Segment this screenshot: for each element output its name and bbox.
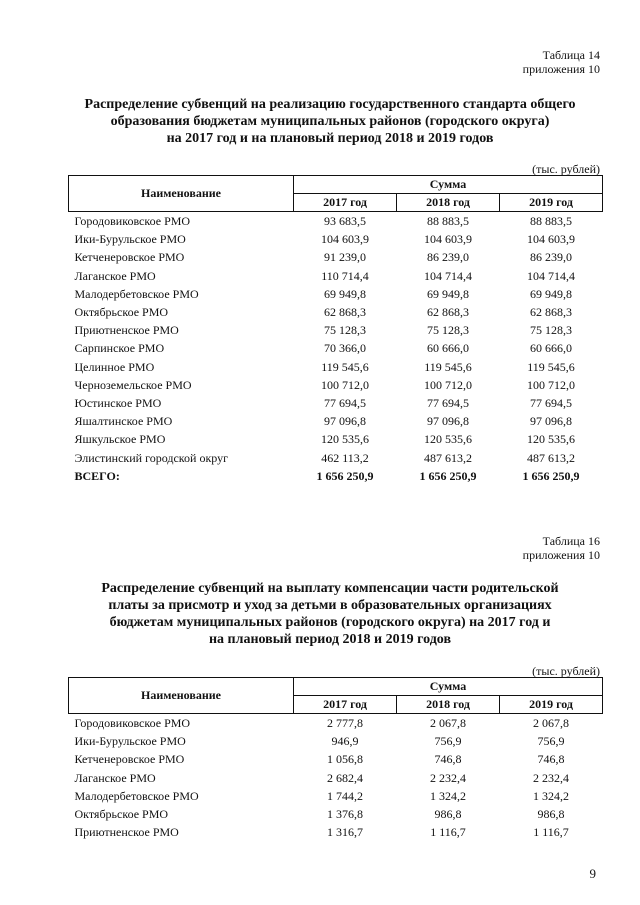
row-value-2017: 97 096,8 [324, 414, 366, 429]
table-row [69, 376, 603, 394]
column-header-year: 2017 год [294, 696, 397, 714]
row-value-2018: 119 545,6 [424, 359, 472, 374]
row-value-2018: 746,8 [434, 752, 462, 767]
row-value-2019: 746,8 [537, 752, 565, 767]
row-value-2018: 1 324,2 [430, 788, 466, 803]
table-row [69, 823, 603, 841]
table-row [69, 448, 603, 466]
column-header-year: 2019 год [500, 696, 603, 714]
row-value-2019: 120 535,6 [527, 432, 576, 447]
column-header-year: 2018 год [397, 194, 500, 212]
column-header-name: Наименование [69, 176, 294, 212]
row-name: Малодербетовское РМО [74, 788, 199, 803]
table-row [69, 321, 603, 339]
row-value-2017: 91 239,0 [324, 250, 366, 265]
table-row [69, 267, 603, 285]
row-value-2019: 119 545,6 [527, 359, 575, 374]
row-value-2017: 2 777,8 [327, 716, 363, 731]
row-value-2019: 100 712,0 [527, 377, 576, 392]
table-row [69, 787, 603, 805]
row-name: Элистинский городской округ [74, 450, 229, 465]
row-value-2018: 1 116,7 [430, 825, 466, 840]
row-value-2019: 60 666,0 [530, 341, 573, 356]
row-value-2019: 986,8 [537, 807, 565, 822]
row-value-2018: 88 883,5 [427, 214, 469, 229]
table1-title [60, 96, 600, 147]
row-name: Октябрьское РМО [74, 305, 169, 320]
row-value-2017: 75 128,3 [324, 323, 366, 338]
row-value-2018: 62 868,3 [427, 305, 469, 320]
row-value-2019: 1 116,7 [533, 825, 569, 840]
row-value-2017: 946,9 [331, 734, 359, 749]
row-name: Целинное РМО [74, 359, 155, 374]
table2-title-line: платы за присмотр и уход за детьми в образовательных организациях [108, 598, 552, 613]
table1-title-line: образования бюджетам муниципальных районов (городского округа) [110, 114, 550, 129]
table1-caption [523, 48, 600, 76]
row-value-2019: 88 883,5 [530, 214, 573, 229]
row-value-2017: 110 714,4 [321, 268, 369, 283]
table2-caption [523, 534, 600, 562]
row-value-2019: 104 603,9 [527, 232, 576, 247]
column-header-name: Наименование [69, 678, 294, 714]
table-row [69, 394, 603, 412]
row-value-2017: 2 682,4 [327, 770, 363, 785]
row-name: Юстинское РМО [74, 395, 162, 410]
row-value-2017: 100 712,0 [321, 377, 369, 392]
total-value-2019: 1 656 250,9 [522, 468, 580, 483]
table-row [69, 285, 603, 303]
table-row [69, 714, 603, 733]
row-value-2019: 86 239,0 [530, 250, 573, 265]
row-value-2019: 104 714,4 [527, 268, 576, 283]
table2-title-line: Распределение субвенций на выплату компенсации части родительской [101, 581, 559, 596]
row-name: Кетченеровское РМО [74, 752, 185, 767]
row-name: Ики-Бурульское РМО [74, 734, 186, 749]
row-name: Приютненское РМО [74, 323, 179, 338]
row-value-2018: 60 666,0 [427, 341, 469, 356]
row-name: Лаганское РМО [74, 770, 156, 785]
total-label: ВСЕГО: [74, 468, 120, 483]
row-value-2019: 1 324,2 [533, 788, 570, 803]
table1-caption-number: Таблица 14 [542, 48, 600, 62]
row-value-2018: 104 603,9 [424, 232, 472, 247]
row-value-2019: 97 096,8 [530, 414, 573, 429]
table2-body [69, 714, 603, 842]
total-value-2018: 1 656 250,9 [419, 468, 477, 483]
table-row [69, 212, 603, 231]
row-name: Лаганское РМО [74, 268, 156, 283]
column-header-sum: Сумма [294, 176, 603, 194]
row-name: Городовиковское РМО [74, 214, 191, 229]
row-value-2018: 97 096,8 [427, 414, 469, 429]
row-value-2018: 75 128,3 [427, 323, 469, 338]
table-row [69, 230, 603, 248]
row-value-2017: 62 868,3 [324, 305, 366, 320]
row-value-2018: 100 712,0 [424, 377, 472, 392]
table-row [69, 732, 603, 750]
column-header-year: 2017 год [294, 194, 397, 212]
table-row [69, 750, 603, 768]
row-value-2018: 756,9 [434, 734, 462, 749]
row-value-2017: 69 949,8 [324, 286, 366, 301]
table2-title-line: бюджетам муниципальных районов (городского округа) на 2017 год и [109, 615, 551, 630]
row-name: Черноземельское РМО [74, 377, 192, 392]
row-value-2018: 77 694,5 [427, 395, 469, 410]
table-row [69, 339, 603, 357]
table2-caption-number: Таблица 16 [542, 534, 600, 548]
row-value-2017: 462 113,2 [321, 450, 369, 465]
table-row [69, 805, 603, 823]
table-row [69, 358, 603, 376]
table2-caption-appendix: приложения 10 [522, 548, 600, 562]
page-number: 9 [589, 866, 596, 881]
row-name: Городовиковское РМО [74, 716, 191, 731]
table1-title-line: на 2017 год и на плановый период 2018 и 2019 годов [166, 131, 494, 146]
row-value-2019: 487 613,2 [527, 450, 576, 465]
table2-title-line: на плановый период 2018 и 2019 годов [208, 632, 452, 647]
table2-title [60, 580, 600, 648]
table2 [68, 677, 603, 841]
row-name: Яшкульское РМО [74, 432, 166, 447]
row-name: Ики-Бурульское РМО [74, 232, 186, 247]
table2-units: (тыс. рублей) [532, 664, 600, 678]
row-name: Кетченеровское РМО [74, 250, 185, 265]
row-value-2017: 70 366,0 [324, 341, 366, 356]
row-name: Яшалтинское РМО [74, 414, 173, 429]
table1-title-line: Распределение субвенций на реализацию государственного стандарта общего [84, 97, 576, 112]
row-name: Сарпинское РМО [74, 341, 165, 356]
row-value-2019: 69 949,8 [530, 286, 573, 301]
row-name: Приютненское РМО [74, 825, 179, 840]
table1-caption-appendix: приложения 10 [522, 62, 600, 76]
table1-body [69, 212, 603, 485]
column-header-year: 2019 год [500, 194, 603, 212]
table-row [69, 303, 603, 321]
row-name: Октябрьское РМО [74, 807, 169, 822]
total-value-2017: 1 656 250,9 [316, 468, 374, 483]
table1-units: (тыс. рублей) [532, 162, 600, 176]
row-value-2018: 104 714,4 [424, 268, 472, 283]
table1 [68, 175, 603, 485]
row-value-2018: 120 535,6 [424, 432, 472, 447]
row-value-2018: 986,8 [434, 807, 462, 822]
row-value-2017: 93 683,5 [324, 214, 366, 229]
row-name: Малодербетовское РМО [74, 286, 199, 301]
table-row [69, 769, 603, 787]
row-value-2017: 1 744,2 [327, 788, 363, 803]
row-value-2017: 1 316,7 [327, 825, 363, 840]
table-row [69, 412, 603, 430]
column-header-sum: Сумма [294, 678, 603, 696]
row-value-2018: 69 949,8 [427, 286, 469, 301]
row-value-2017: 77 694,5 [324, 395, 366, 410]
row-value-2019: 75 128,3 [530, 323, 573, 338]
table-row [69, 248, 603, 266]
row-value-2018: 487 613,2 [424, 450, 472, 465]
row-value-2017: 104 603,9 [321, 232, 369, 247]
row-value-2019: 756,9 [537, 734, 565, 749]
table-row [69, 430, 603, 448]
column-header-year: 2018 год [397, 696, 500, 714]
row-value-2017: 119 545,6 [321, 359, 369, 374]
row-value-2019: 2 232,4 [533, 770, 570, 785]
row-value-2018: 2 232,4 [430, 770, 466, 785]
row-value-2019: 62 868,3 [530, 305, 573, 320]
row-value-2017: 1 376,8 [327, 807, 363, 822]
row-value-2019: 2 067,8 [533, 716, 570, 731]
row-value-2018: 86 239,0 [427, 250, 469, 265]
total-row [69, 467, 603, 485]
row-value-2018: 2 067,8 [430, 716, 466, 731]
row-value-2017: 1 056,8 [327, 752, 363, 767]
row-value-2019: 77 694,5 [530, 395, 573, 410]
row-value-2017: 120 535,6 [321, 432, 369, 447]
